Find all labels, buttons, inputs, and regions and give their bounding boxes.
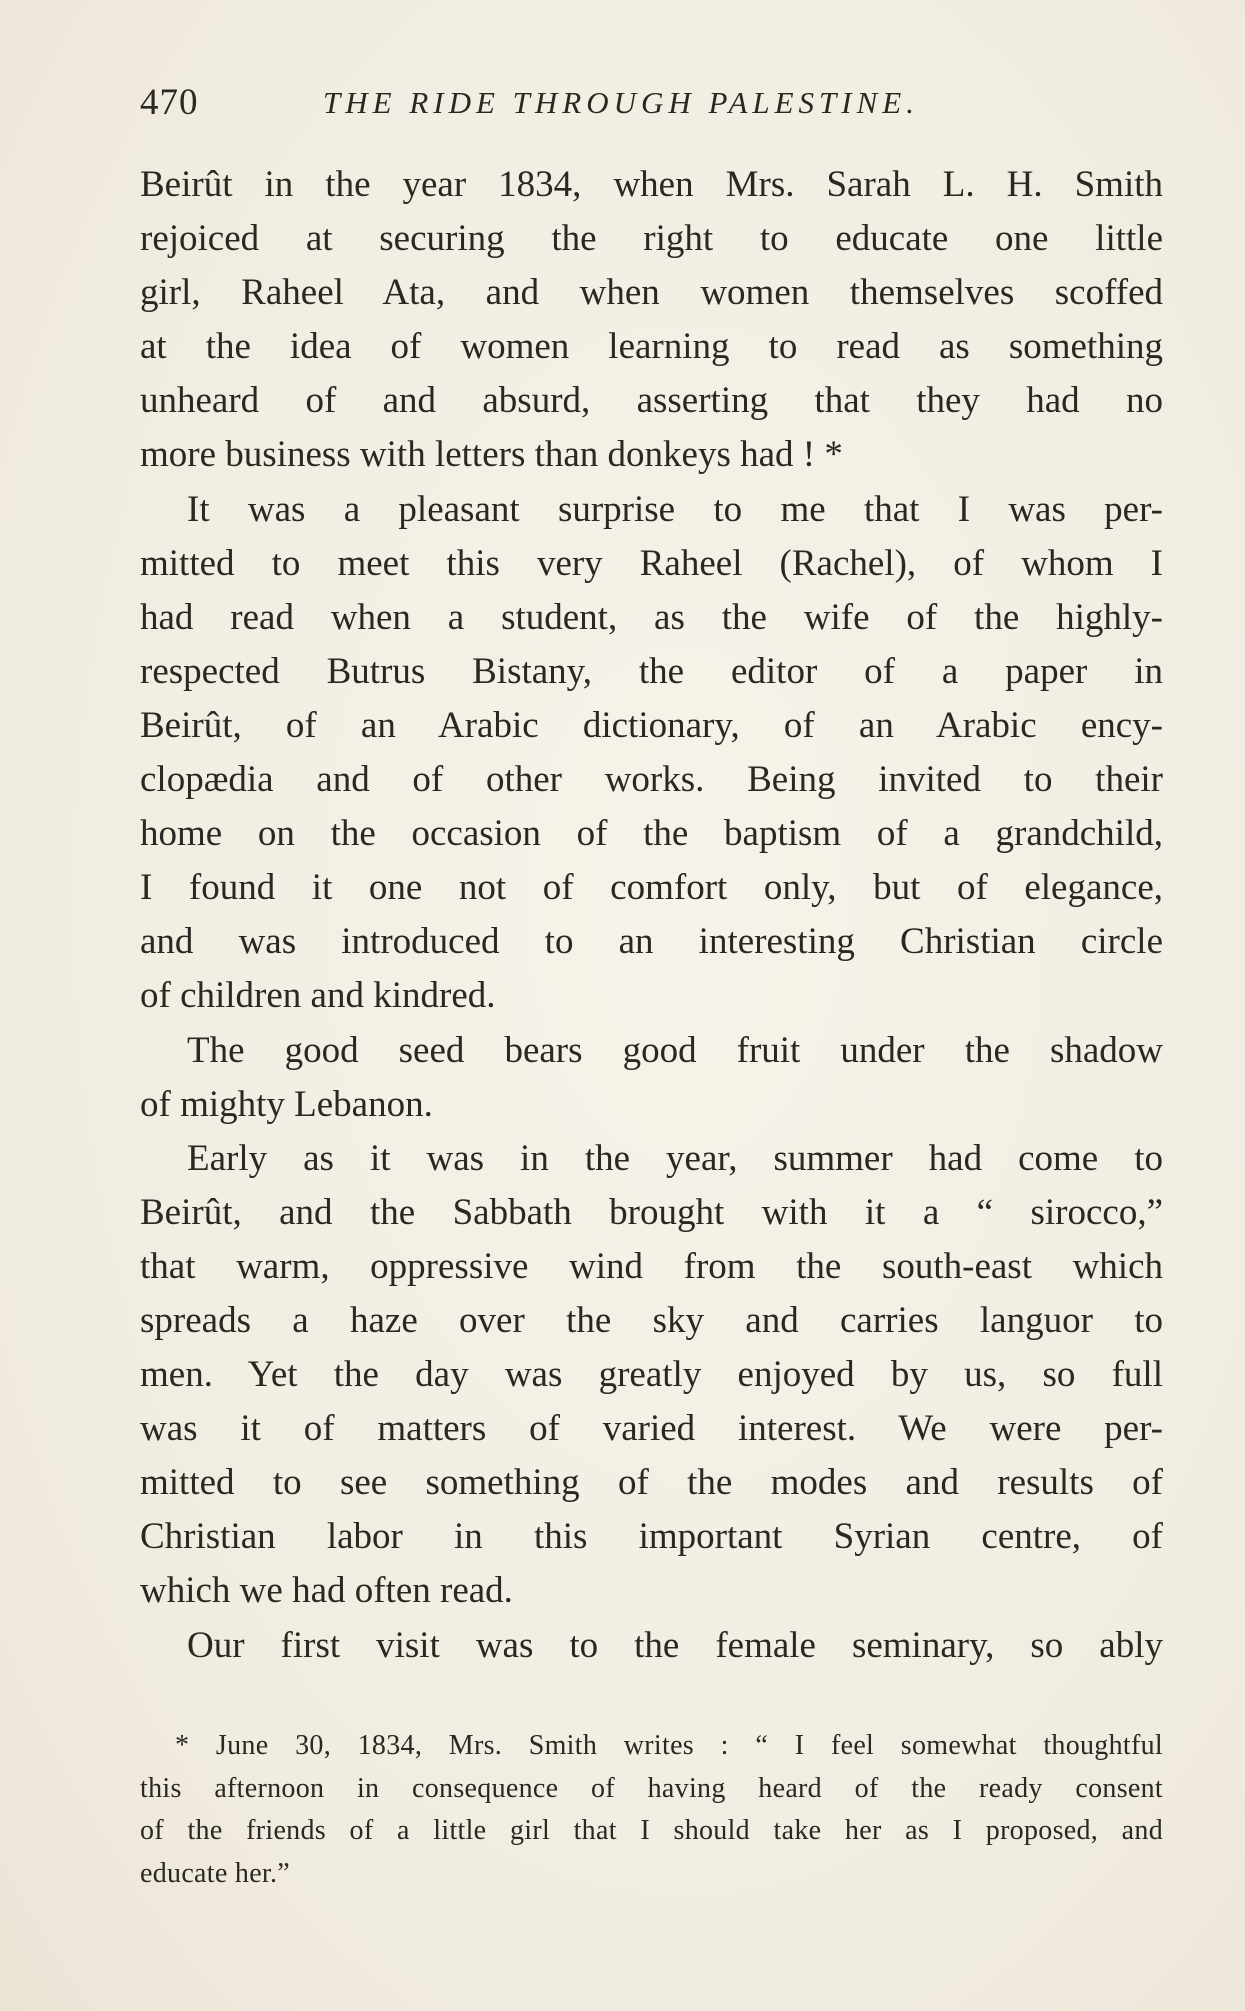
text-line: clopædia and of other works. Being invited to their [140,759,1163,801]
text-line: of mighty Lebanon. [140,1083,433,1125]
page-number: 470 [140,82,199,123]
text-line: Beirût, and the Sabbath brought with it a “ sirocco,” [140,1191,1163,1233]
text-line: girl, Raheel Ata, and when women themselves scoffed [140,272,1163,314]
text-line: Beirût in the year 1834, when Mrs. Sarah L. H. Smith [140,164,1163,205]
running-title: THE RIDE THROUGH PALESTINE. [323,85,919,120]
text-line: Beirût, of an Arabic dictionary, of an Arabic ency- [140,704,1163,746]
text-line: home on the occasion of the baptism of a grandchild, [140,813,1163,855]
footnote-line: of the friends of a little girl that I should take her as I proposed, and [140,1815,1163,1846]
body-text [140,158,1163,1673]
text-line: mitted to meet this very Raheel (Rachel), of whom I [140,542,1163,584]
text-line: more business with letters than donkeys had ! * [140,434,843,476]
text-line: The good seed bears good fruit under the shadow [187,1029,1163,1071]
text-line: at the idea of women learning to read as something [140,326,1163,368]
text-line: of children and kindred. [140,975,496,1017]
footnote-line: educate her.” [140,1857,291,1889]
text-line: Early as it was in the year, summer had come to [187,1137,1163,1179]
text-line: I found it one not of comfort only, but of elegance, [140,867,1163,909]
text-line: Christian labor in this important Syrian centre, of [140,1516,1163,1558]
text-line: had read when a student, as the wife of the highly- [140,596,1163,638]
text-line: It was a pleasant surprise to me that I was per- [187,488,1163,530]
text-line: mitted to see something of the modes and results of [140,1462,1163,1504]
footnote-line: * June 30, 1834, Mrs. Smith writes : “ I feel somewhat thoughtful [175,1730,1163,1761]
text-line: respected Butrus Bistany, the editor of a paper in [140,650,1163,692]
footnote [140,1725,1163,1895]
text-line: rejoiced at securing the right to educate one little [140,218,1163,260]
text-line: Our first visit was to the female seminary, so ably [187,1624,1163,1666]
footnote-line: this afternoon in consequence of having heard of the ready consent [140,1772,1163,1804]
text-line: men. Yet the day was greatly enjoyed by us, so full [140,1354,1163,1396]
text-line: and was introduced to an interesting Christian circle [140,921,1163,963]
page-header [140,78,1140,128]
text-line: spreads a haze over the sky and carries languor to [140,1299,1163,1341]
text-line: was it of matters of varied interest. We were per- [140,1408,1163,1450]
text-line: which we had often read. [140,1570,513,1612]
text-line: that warm, oppressive wind from the south-east which [140,1245,1163,1287]
text-line: unheard of and absurd, asserting that they had no [140,380,1163,422]
